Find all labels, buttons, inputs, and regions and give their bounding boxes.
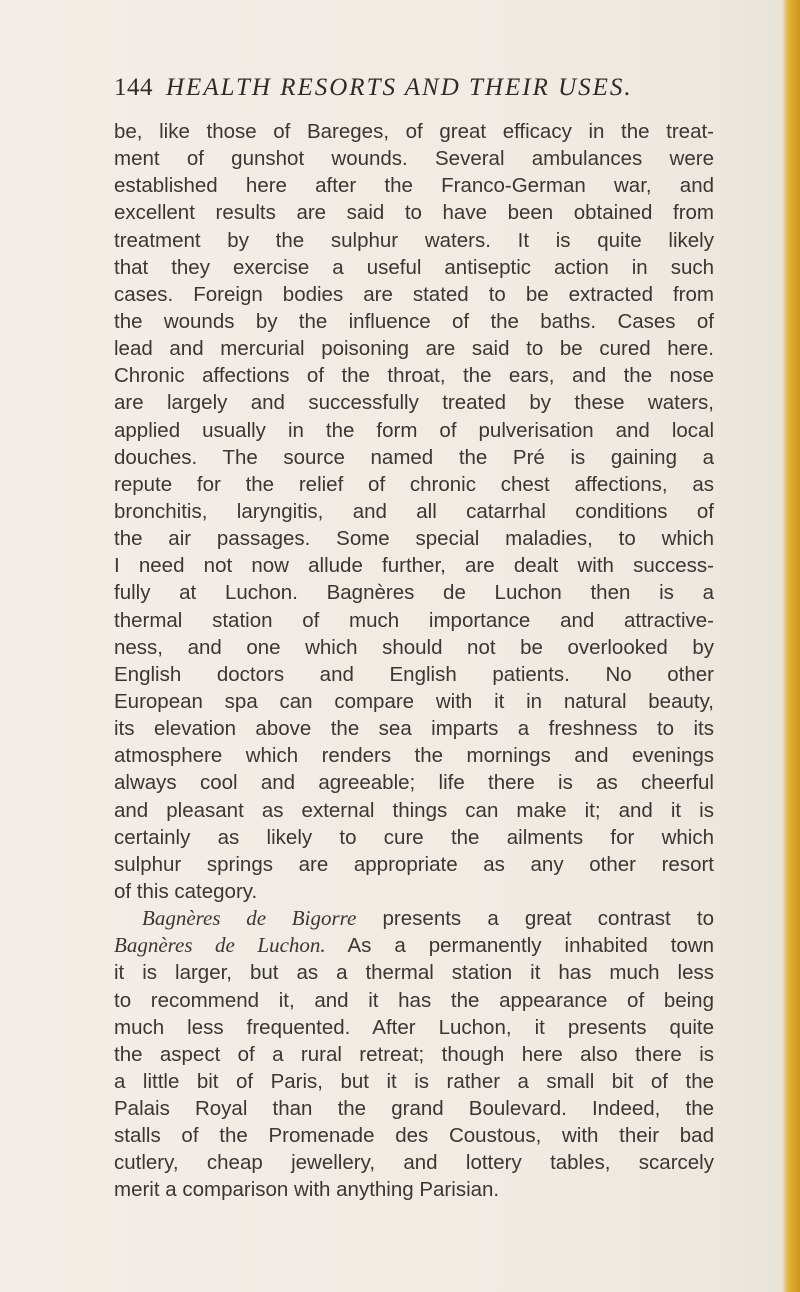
- text-line: applied usually in the form of pulverisation and local: [114, 418, 714, 442]
- text-line: certainly as likely to cure the ailments for which: [114, 825, 714, 849]
- text-line: the aspect of a rural retreat; though here also there is: [114, 1042, 714, 1066]
- text-line: cutlery, cheap jewellery, and lottery tables, scarcely: [114, 1151, 714, 1175]
- text-line: ment of gunshot wounds. Several ambulances were: [114, 147, 714, 171]
- text-line: ness, and one which should not be overlooked by: [114, 635, 714, 659]
- text-line: much less frequented. After Luchon, it presents quite: [114, 1015, 714, 1039]
- text-line: I need not now allude further, are dealt with success-: [114, 554, 714, 578]
- text-line: douches. The source named the Pré is gaining a: [114, 445, 714, 469]
- text-line: atmosphere which renders the mornings and evenings: [114, 744, 714, 768]
- body-text: [114, 118, 714, 1204]
- text-line: and pleasant as external things can make it; and it is: [114, 798, 714, 822]
- text-line: repute for the relief of chronic chest affections, as: [114, 472, 714, 496]
- text-line: fully at Luchon. Bagnères de Luchon then is a: [114, 581, 714, 605]
- text-line: English doctors and English patients. No other: [114, 662, 714, 686]
- text-line: a little bit of Paris, but it is rather a small bit of the: [114, 1069, 714, 1093]
- running-head: HEALTH RESORTS AND THEIR USES.: [166, 74, 633, 101]
- text-line: cases. Foreign bodies are stated to be extracted from: [114, 282, 714, 306]
- text-line: the air passages. Some special maladies, to which: [114, 527, 714, 551]
- page-edge: [782, 0, 800, 1292]
- text-line: established here after the Franco-German war, and: [114, 174, 714, 198]
- page-number: 144: [114, 74, 153, 101]
- italic-place-name: Bagnères de Bigorre: [142, 906, 357, 931]
- text-line: treatment by the sulphur waters. It is quite likely: [114, 228, 714, 252]
- text-line: bronchitis, laryngitis, and all catarrhal conditions of: [114, 499, 714, 523]
- text-line: stalls of the Promenade des Coustous, with their bad: [114, 1124, 714, 1148]
- text-line: are largely and successfully treated by these waters,: [114, 391, 714, 415]
- text-line: [114, 932, 714, 959]
- text-line: to recommend it, and it has the appearance of being: [114, 988, 714, 1012]
- text-line: merit a comparison with anything Parisian.: [114, 1178, 500, 1202]
- text-line: the wounds by the influence of the baths. Cases of: [114, 309, 714, 333]
- text-line: sulphur springs are appropriate as any other resort: [114, 852, 714, 876]
- text-line-para2-start: [114, 905, 714, 932]
- text-line: thermal station of much importance and attractive-: [114, 608, 714, 632]
- text-line: of this category.: [114, 879, 258, 903]
- text-line: Chronic affections of the throat, the ears, and the nose: [114, 364, 714, 388]
- text-line: be, like those of Bareges, of great efficacy in the treat-: [114, 120, 714, 143]
- text-fragment: As a permanently inhabited town: [325, 934, 715, 958]
- text-line: it is larger, but as a thermal station it has much less: [114, 961, 714, 985]
- text-line: always cool and agreeable; life there is as cheerful: [114, 771, 714, 795]
- text-line: Palais Royal than the grand Boulevard. Indeed, the: [114, 1097, 714, 1121]
- text-line: European spa can compare with it in natural beauty,: [114, 689, 714, 713]
- text-line: that they exercise a useful antiseptic action in such: [114, 255, 714, 279]
- text-line: excellent results are said to have been obtained from: [114, 201, 714, 225]
- text-line: its elevation above the sea imparts a freshness to its: [114, 717, 714, 741]
- page-header: [114, 74, 714, 108]
- italic-place-name: Bagnères de Luchon.: [114, 933, 326, 958]
- text-fragment: presents a great contrast to: [356, 907, 714, 931]
- text-line: lead and mercurial poisoning are said to be cured here.: [114, 337, 714, 361]
